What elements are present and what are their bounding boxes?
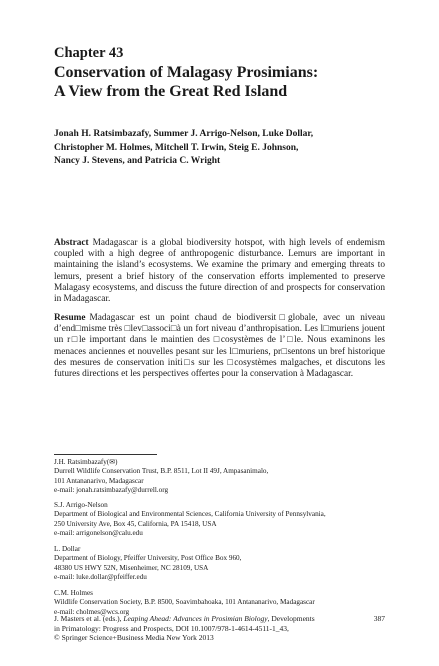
affiliation <box>54 501 394 538</box>
affiliation-address: Department of Biology, Pfeiffer University, Post Office Box 960, <box>54 554 242 563</box>
chapter-title-line-2: A View from the Great Red Island <box>54 83 288 100</box>
affiliation-email[interactable]: e-mail: cholmes@wcs.org <box>54 607 130 616</box>
affiliation-name: J.H. Ratsimbazafy(✉) <box>54 458 118 466</box>
chapter-title-line-1: Conservation of Malagasy Prosimians: <box>54 64 319 81</box>
author-list <box>54 128 394 169</box>
affiliation-address: 101 Antananarivo, Madagascar <box>54 476 144 485</box>
citation-footer <box>54 614 385 643</box>
affiliation-address: Durrell Wildlife Conservation Trust, B.P. 8511, Lot II 49J, Ampasanimalo, <box>54 467 269 476</box>
affiliation <box>54 589 394 617</box>
affiliation-address: Department of Biological and Environmental Sciences, California University of Pennsylvania, <box>54 510 326 519</box>
affiliation-name: L. Dollar <box>54 545 81 553</box>
affiliation-email[interactable]: e-mail: jonah.ratsimbazafy@durrell.org <box>54 485 169 494</box>
affiliation-address: 250 University Ave, Box 45, California, PA 15418, USA <box>54 519 217 528</box>
citation-line-1: J. Masters et al. (eds.), Leaping Ahead: Advances in Prosimian Biology, Developments <box>54 614 315 623</box>
affiliation-email[interactable]: e-mail: arrigonelson@calu.edu <box>54 528 143 537</box>
footnote-divider <box>54 454 157 455</box>
chapter-title <box>54 63 394 101</box>
abstract-text: Madagascar is a global biodiversity hotspot, with high levels of endemism coupled with a high degree of anthropogenic disturbance. Lemurs are important in maintaining the island’s ecosystems. We examine the primary and emerging threats to lemurs, present a brief history of the conservation efforts implemented to preserve Malagasy ecosystems, and discuss the future direction of and prospects for conservation in Madagascar. <box>54 238 385 305</box>
author-line: Nancy J. Stevens, and Patricia C. Wright <box>54 156 221 166</box>
affiliation-email[interactable]: e-mail: luke.dollar@pfeiffer.edu <box>54 572 147 581</box>
affiliation-address: Wildlife Conservation Society, B.P. 8500, Soavimbahoaka, 101 Antananarivo, Madagascar <box>54 598 315 607</box>
author-line: Jonah H. Ratsimbazafy, Summer J. Arrigo-Nelson, Luke Dollar, <box>54 129 314 139</box>
affiliation-name: C.M. Holmes <box>54 589 93 597</box>
abstract <box>54 238 385 305</box>
affiliation-name: S.J. Arrigo-Nelson <box>54 501 108 509</box>
affiliation <box>54 545 394 582</box>
copyright-line: © Springer Science+Business Media New York 2013 <box>54 633 214 642</box>
resume-text: Madagascar est un point chaud de biodiversit□globale, avec un niveau d’end□misme très □lev□associ□à un fort niveau d’anthropisation. Les l□muriens jouent un r□le important dans le maintien des □cosystèmes de l’□le. Nous examinons les menaces anciennes et nouvelles pesant sur les l□muriens, pr□sentons un bref historique des mesures de conservation initi□s sur les □cosystèmes malgaches, et discutons les futures directions et les perspectives offertes pour la conservation à Madagascar. <box>54 313 385 380</box>
book-title: Leaping Ahead: Advances in Prosimian Biology <box>123 614 268 623</box>
resume <box>54 313 385 380</box>
abstract-heading: Abstract <box>54 238 89 248</box>
affiliation-address: 48380 US HWY 52N, Misenheimer, NC 28109, USA <box>54 563 209 572</box>
page-number: 387 <box>373 614 385 623</box>
affiliation <box>54 458 394 495</box>
chapter-label: Chapter 43 <box>54 45 124 61</box>
resume-heading: Resume <box>54 313 86 323</box>
author-line: Christopher M. Holmes, Mitchell T. Irwin, Steig E. Johnson, <box>54 142 299 153</box>
envelope-icon: (✉) <box>106 458 118 466</box>
citation-line-2[interactable]: in Primatology: Progress and Prospects, DOI 10.1007/978-1-4614-4511-1_43, <box>54 623 289 633</box>
